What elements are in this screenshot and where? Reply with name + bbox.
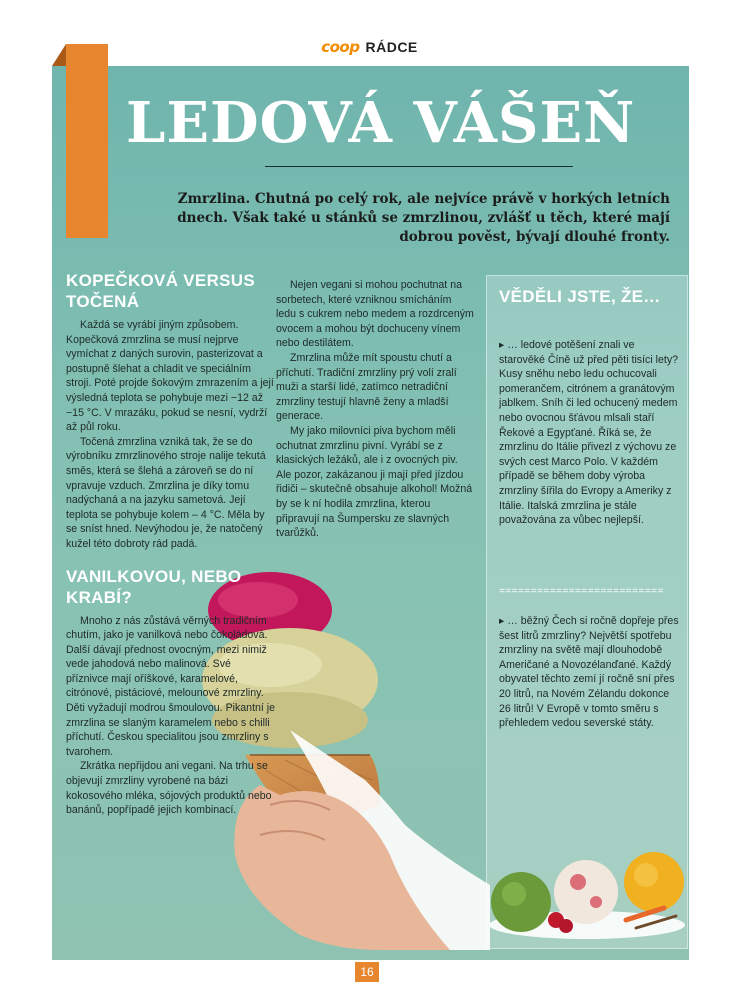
- category-ribbon: [66, 44, 108, 238]
- fact-separator: ==========================: [499, 586, 664, 597]
- paragraph: Mnoho z nás zůstává věrných tradičním chutím, jako je vanilková nebo čokoládová. Další dávají přednost ovocným, mezi nimiž vede jahodová nebo malinová. Své příznivce mají oříškové, karamelové, citrónové, pistáciové, melounové zmrzliny. Děti vyžadují modrou šmoulovou. Pikantní je zmrzlina se slaným karamelem nebo s chilli příchutí. Českou specialitou jsou zmrzliny s tvarohem.: [66, 614, 276, 758]
- paragraph: Každá se vyrábí jiným způsobem. Kopečková zmrzlina se musí nejprve vymíchat z daných surovin, pasterizovat a postupně šlehat a chladit ve speciálním stroji. Poté projde šokovým zmrazením a její výsledná teplota se pohybuje mezi −12 až −15 °C. V mrazáku, pokud se nesní, vydrží až půl roku.: [66, 319, 274, 434]
- fact-box-title: VĚDĚLI JSTE, ŽE…: [499, 287, 661, 306]
- ice-cream-scoops-illustration: [486, 820, 688, 940]
- paragraph: Točená zmrzlina vzniká tak, že se do výrobníku zmrzlinového stroje nalije tekutá směs, která se šlehá a zároveň se do ní vpravuje vzduch. Zmrzlina je díky tomu nadýchaná a na jazyku sametová. Její teplota se pohybuje kolem – 4 °C. Měla by se sníst hned. Nevýhodou je, že natočený kužel této dobroty rád padá.: [66, 435, 266, 550]
- paragraph: Zmrzlina může mít spoustu chutí a příchutí. Tradiční zmrzliny prý volí zralí muži a starší lidé, zatímco netradiční zmrzliny testují hlavně ženy a mladší generace.: [276, 351, 457, 423]
- column-one: [66, 270, 276, 818]
- paragraph: My jako milovníci piva bychom měli ochutnat zmrzlinu pivní. Vyrábí se z klasických ležáků, ale i z ovocných piv. Ale pozor, zakázanou ji mají před jízdou řidiči – skutečně obsahuje alkohol! Možná by se k ní hodila zmrzlina, kterou připravují na Šumpersku ze slavných tvarůžků.: [276, 424, 473, 540]
- paragraph: Nejen vegani si mohou pochutnat na sorbetech, které vzniknou smícháním ledu s cukrem nebo medem a rozdrceným ovocem a mohou být dochuceny vínem nebo destilátem.: [276, 279, 474, 350]
- page-header: [0, 36, 739, 58]
- title-divider: [265, 166, 573, 167]
- magazine-name: RÁDCE: [365, 39, 418, 55]
- article-title: LEDOVÁ VÁŠEŇ: [126, 90, 636, 156]
- page-number: 16: [355, 962, 379, 982]
- article-lead: Zmrzlina. Chutná po celý rok, ale nejvíce právě v horkých letních dnech. Však také u stánků se zmrzlinou, zvlášť u těch, které mají dobrou pověst, bývají dlouhé fronty.: [177, 191, 670, 245]
- coop-logo: coop: [321, 38, 360, 56]
- heading-kopeckova: KOPEČKOVÁ VERSUS TOČENÁ: [66, 271, 256, 311]
- column-two: [276, 278, 474, 541]
- ribbon-fold: [52, 44, 66, 66]
- fact-one: ▸ … ledové potěšení znali ve starověké Číně už před pěti tisíci lety? Kusy sněhu nebo ledu ochucovali pomerančem, citrónem a granátovým jablkem. Sníh či led ochucený medem nebo ovocnou šťávou mlsali staří Řekové a Egypťané. Říká se, že zmrzlinu do Itálie přivezl z výchovu ze svých cest Marco Polo. V každém případě se během doby výroba zmrzliny šířila do Evropy a Ameriky z Itálie. Italská zmrzlina je stále považována za vůbec nejlepší.: [499, 339, 679, 527]
- heading-vanilkovou: VANILKOVOU, NEBO KRABÍ?: [66, 566, 242, 607]
- fact-two: ▸ … běžný Čech si ročně dopřeje přes šest litrů zmrzliny? Největší spotřebu zmrzliny na světě mají dlouhodobě Američané a Novozélanďané. Každý obyvatel těchto zemí jí ročně sní přes 20 litrů, na Novém Zélandu dokonce 26 litrů! V Evropě v tomto směru s přehledem vedou severské státy.: [499, 615, 679, 730]
- paragraph: Zkrátka nepřijdou ani vegani. Na trhu se objevují zmrzliny vyrobené na bázi kokosového mléka, sójových produktů nebo banánů, popřípadě jejich kombinací.: [66, 760, 272, 817]
- strawberry-cream-scoop: [554, 860, 618, 924]
